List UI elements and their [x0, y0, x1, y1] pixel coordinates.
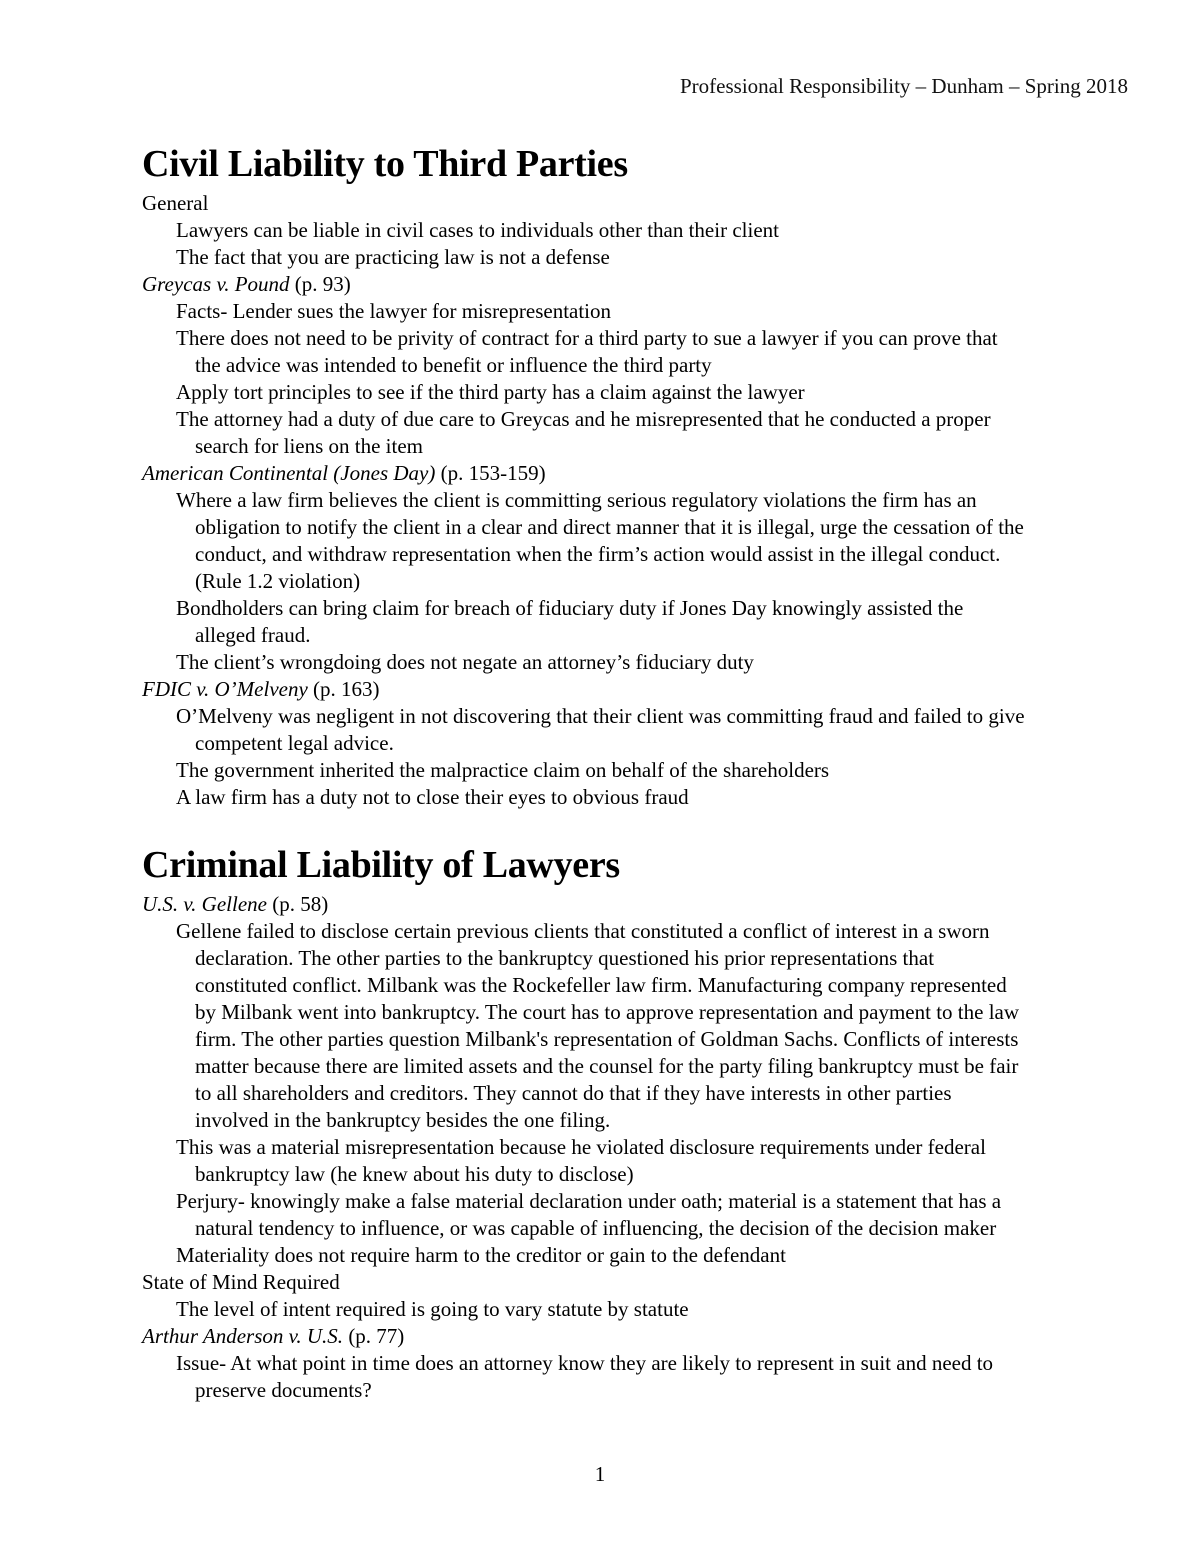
list-item-continuation: constituted conflict. Milbank was the Rockefeller law firm. Manufacturing company represented — [195, 973, 1007, 997]
list-item-continuation: competent legal advice. — [195, 731, 394, 755]
case-fdic — [142, 676, 1142, 703]
document-body — [142, 138, 1142, 1404]
running-header: Professional Responsibility – Dunham – Spring 2018 — [680, 74, 1128, 98]
case-name: Arthur Anderson v. U.S. — [142, 1324, 344, 1348]
list-item-continuation: obligation to notify the client in a clear and direct manner that it is illegal, urge the cessation of the — [195, 515, 1024, 539]
list-item: Apply tort principles to see if the third party has a claim against the lawyer — [176, 380, 805, 404]
list-item: Gellene failed to disclose certain previous clients that constituted a conflict of interest in a sworn — [176, 919, 990, 943]
list-item-continuation: bankruptcy law (he knew about his duty to disclose) — [195, 1162, 634, 1186]
list-item-continuation: the advice was intended to benefit or influence the third party — [195, 353, 712, 377]
case-greycas — [142, 271, 1142, 298]
list-item: Perjury- knowingly make a false material declaration under oath; material is a statement that has a — [176, 1189, 1002, 1213]
list-item-continuation: (Rule 1.2 violation) — [195, 569, 361, 593]
list-item: The fact that you are practicing law is not a defense — [176, 245, 610, 269]
section-heading-criminal-liability: Criminal Liability of Lawyers — [142, 844, 620, 886]
list-item: Where a law firm believes the client is committing serious regulatory violations the firm has an — [176, 488, 977, 512]
list-item: Facts- Lender sues the lawyer for misrepresentation — [176, 299, 612, 323]
list-item: Bondholders can bring claim for breach of fiduciary duty if Jones Day knowingly assisted the — [176, 596, 964, 620]
list-item-continuation: preserve documents? — [195, 1378, 372, 1402]
list-item-continuation: declaration. The other parties to the bankruptcy questioned his prior representations that — [195, 946, 935, 970]
case-american-continental — [142, 460, 1142, 487]
case-gellene — [142, 891, 1142, 918]
case-cite: (p. 93) — [289, 272, 351, 296]
list-item: The client’s wrongdoing does not negate an attorney’s fiduciary duty — [176, 650, 754, 674]
section-heading-civil-liability: Civil Liability to Third Parties — [142, 143, 628, 185]
page-number: 1 — [594, 1462, 606, 1486]
list-item-continuation: by Milbank went into bankruptcy. The court has to approve representation and payment to the law — [195, 1000, 1020, 1024]
case-cite: (p. 58) — [266, 892, 329, 916]
list-item-continuation: matter because there are limited assets and the counsel for the party filing bankruptcy must be fair — [195, 1054, 1019, 1078]
list-item-continuation: alleged fraud. — [195, 623, 311, 647]
list-item: Issue- At what point in time does an attorney know they are likely to represent in suit and need to — [176, 1351, 994, 1375]
list-item: The level of intent required is going to vary statute by statute — [176, 1297, 689, 1321]
list-item-continuation: natural tendency to influence, or was capable of influencing, the decision of the decision maker — [195, 1216, 997, 1240]
list-item: A law firm has a duty not to close their eyes to obvious fraud — [176, 785, 689, 809]
case-cite: (p. 163) — [307, 677, 380, 701]
list-item: This was a material misrepresentation because he violated disclosure requirements under federal — [176, 1135, 986, 1159]
list-item-continuation: search for liens on the item — [195, 434, 424, 458]
case-name: Greycas v. Pound — [142, 272, 290, 296]
case-cite: (p. 153-159) — [435, 461, 546, 485]
list-item: There does not need to be privity of contract for a third party to sue a lawyer if you can prove that — [176, 326, 998, 350]
list-item-continuation: involved in the bankruptcy besides the one filing. — [195, 1108, 611, 1132]
case-name: U.S. v. Gellene — [142, 892, 267, 916]
case-name: FDIC v. O’Melveny — [142, 677, 308, 701]
list-item-continuation: to all shareholders and creditors. They cannot do that if they have interests in other parties — [195, 1081, 952, 1105]
case-arthur-anderson — [142, 1323, 1142, 1350]
list-item: The government inherited the malpractice claim on behalf of the shareholders — [176, 758, 830, 782]
case-name: American Continental (Jones Day) — [142, 461, 436, 485]
list-item-continuation: firm. The other parties question Milbank's representation of Goldman Sachs. Conflicts of interests — [195, 1027, 1019, 1051]
list-item: Materiality does not require harm to the creditor or gain to the defendant — [176, 1243, 786, 1267]
topic-state-of-mind: State of Mind Required — [142, 1270, 340, 1294]
topic-general: General — [142, 191, 209, 215]
list-item: O’Melveny was negligent in not discovering that their client was committing fraud and failed to give — [176, 704, 1025, 728]
list-item: The attorney had a duty of due care to Greycas and he misrepresented that he conducted a proper — [176, 407, 991, 431]
case-cite: (p. 77) — [343, 1324, 405, 1348]
list-item: Lawyers can be liable in civil cases to individuals other than their client — [176, 218, 779, 242]
list-item-continuation: conduct, and withdraw representation when the firm’s action would assist in the illegal conduct. — [195, 542, 1001, 566]
